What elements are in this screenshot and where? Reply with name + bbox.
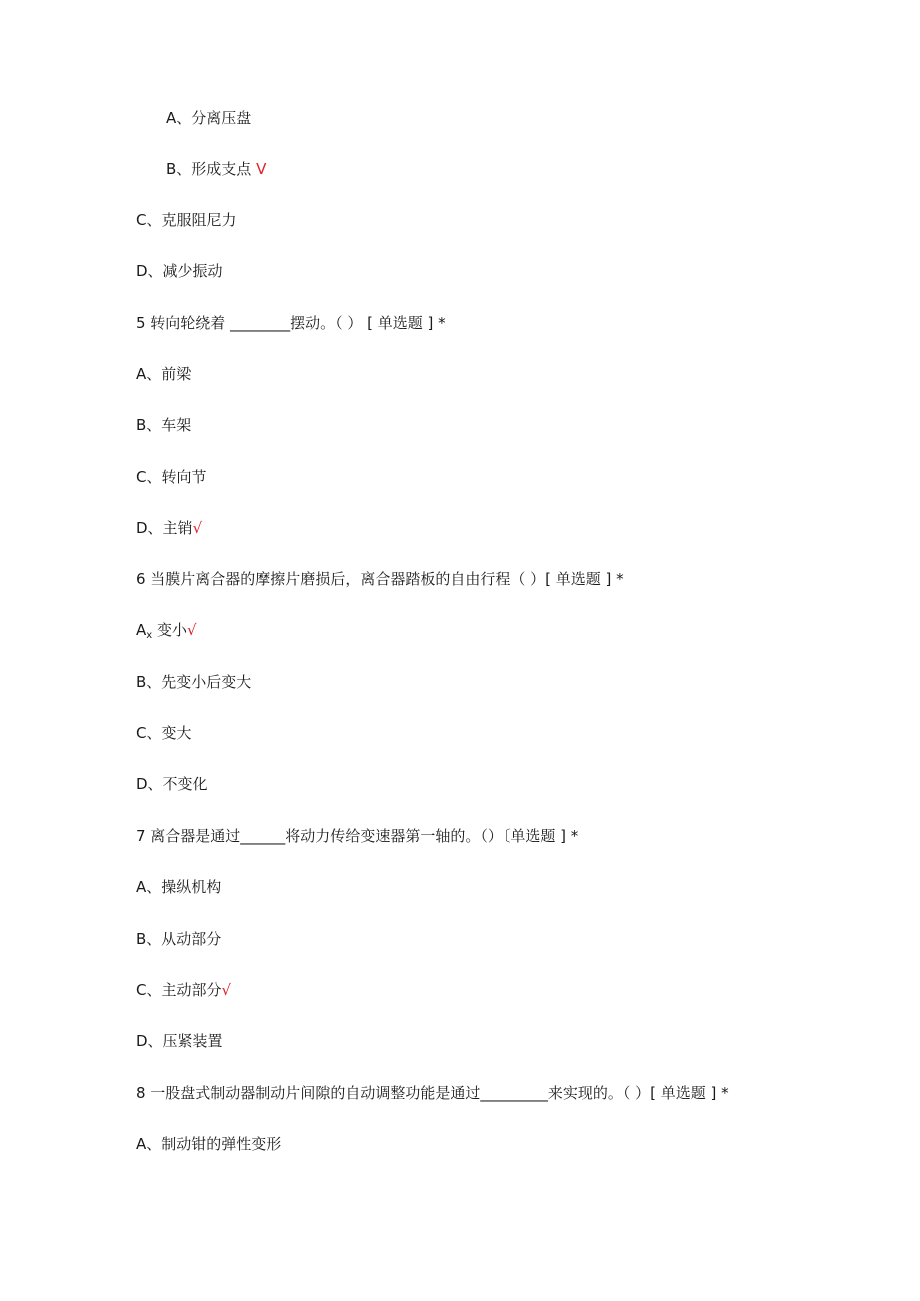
option-text: C、克服阻尼力: [136, 211, 237, 229]
q8-option-a: [136, 1133, 281, 1155]
option-text: A、操纵机构: [136, 878, 222, 896]
correct-mark: √: [192, 519, 203, 537]
q4-option-c: [136, 209, 236, 231]
q5-option-c: [136, 466, 206, 488]
option-text: B、形成支点: [166, 160, 252, 178]
q7-option-b: [136, 928, 221, 950]
option-text: B、先变小后变大: [136, 673, 252, 691]
question-text: 5 转向轮绕着 ________摆动。（ ） [ 单选题 ] *: [136, 314, 446, 332]
q7-question: [136, 825, 578, 847]
q7-option-a: [136, 876, 221, 898]
correct-mark: √: [186, 621, 197, 639]
option-text: A、前梁: [136, 365, 192, 383]
q7-option-d: [136, 1030, 223, 1052]
option-text: D、压紧装置: [136, 1032, 223, 1050]
q7-option-c: [136, 979, 231, 1001]
q5-question: [136, 312, 446, 334]
correct-mark: V: [256, 160, 267, 178]
option-text: 变小: [152, 621, 187, 639]
option-text: D、主销: [136, 519, 193, 537]
option-text: C、主动部分: [136, 981, 222, 999]
option-text: A、制动钳的弹性变形: [136, 1135, 282, 1153]
correct-mark: √: [221, 981, 232, 999]
q4-option-b: [166, 158, 266, 180]
option-text: C、转向节: [136, 468, 207, 486]
option-text: B、从动部分: [136, 930, 222, 948]
option-text: D、减少振动: [136, 262, 223, 280]
option-prefix: A: [136, 621, 147, 639]
option-subscript: x: [146, 630, 153, 641]
option-text: D、不变化: [136, 775, 208, 793]
question-text: 8 一股盘式制动器制动片间隙的自动调整功能是通过_________来实现的。（ ）[ 单选题 ] *: [136, 1084, 729, 1102]
q4-option-d: [136, 260, 223, 282]
q6-option-b: [136, 671, 251, 693]
q6-option-c: [136, 722, 191, 744]
q6-option-a: [136, 619, 197, 647]
q5-option-a: [136, 363, 191, 385]
question-text: 7 离合器是通过______将动力传给变速器第一轴的。（）〔单选题 ] *: [136, 827, 579, 845]
q5-option-b: [136, 414, 191, 436]
q8-question: [136, 1082, 729, 1104]
question-text: 6 当膜片离合器的摩擦片磨损后，离合器踏板的自由行程（ ）[ 单选题 ] *: [136, 570, 624, 588]
q5-option-d: [136, 517, 202, 539]
option-text: A、分离压盘: [166, 109, 252, 127]
option-text: C、变大: [136, 724, 192, 742]
q6-question: [136, 568, 624, 590]
q6-option-d: [136, 773, 208, 795]
q4-option-a: [166, 107, 251, 129]
option-text: B、车架: [136, 416, 192, 434]
